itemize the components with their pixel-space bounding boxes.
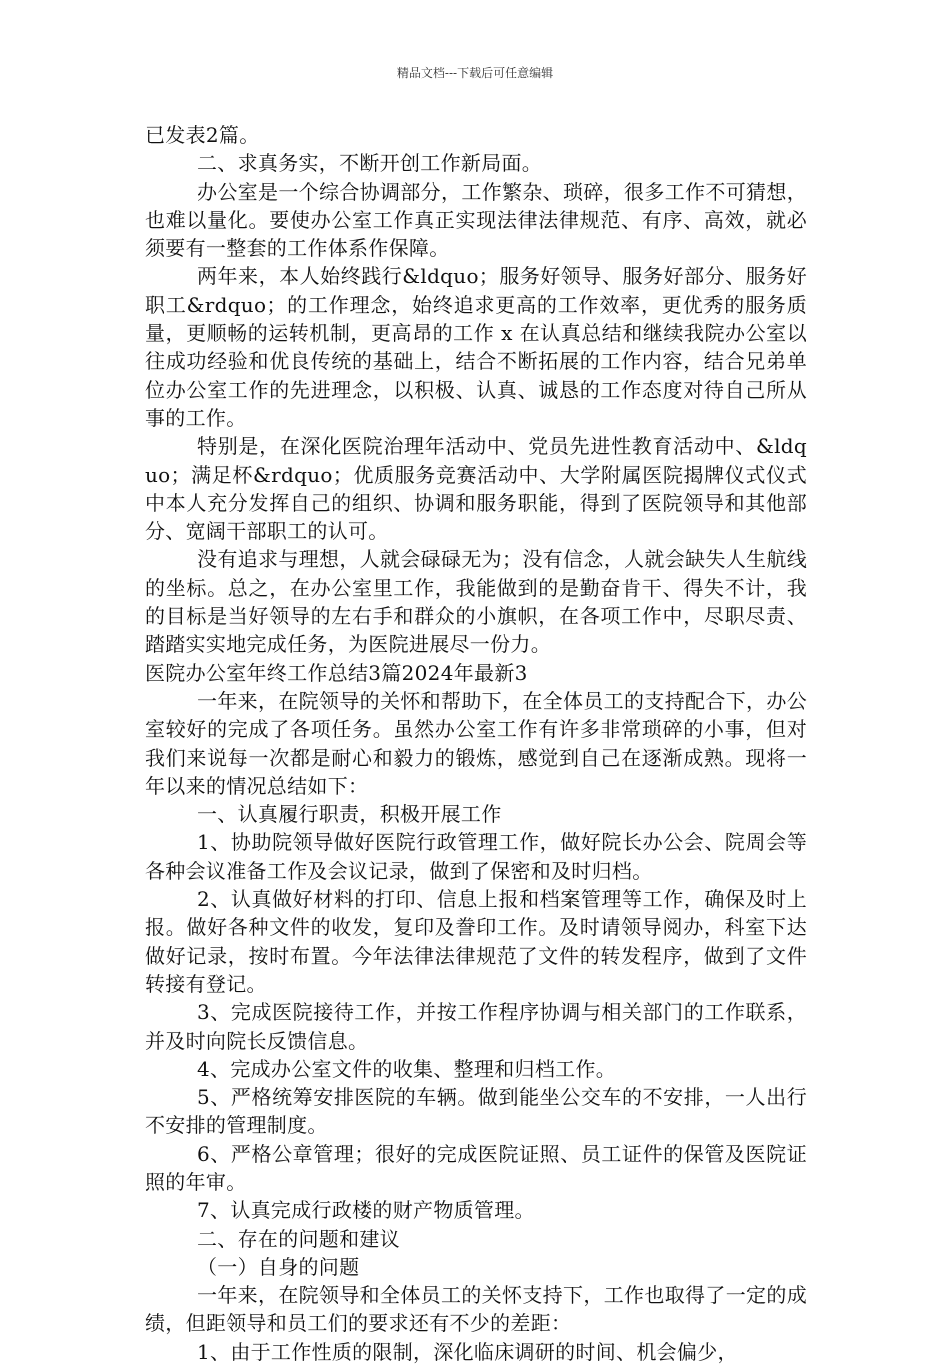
paragraph: 一年来，在院领导和全体员工的关怀支持下，工作也取得了一定的成绩，但距领导和员工们的要求还有不少的差距： bbox=[145, 1283, 807, 1336]
paragraph: 7、认真完成行政楼的财产物质管理。 bbox=[197, 1198, 535, 1223]
paragraph: 办公室是一个综合协调部分，工作繁杂、琐碎，很多工作不可猜想，也难以量化。要使办公室工作真正实现法律法律规范、有序、高效，就必须要有一整套的工作体系作保障。 bbox=[145, 179, 807, 261]
paragraph: 一、认真履行职责，积极开展工作 bbox=[197, 802, 502, 827]
page-header bbox=[0, 66, 950, 80]
paragraph: 两年来，本人始终践行&ldquo；服务好领导、服务好部分、服务好职工&rdquo；的工作理念，始终追求更高的工作效率，更优秀的服务质量，更顺畅的运转机制，更高昂的工作 x 在认真总结和继续我院办公室以往成功经验和优良传统的基础上，结合不断拓展的工作内容，结合兄弟单位办公室工作的先进理念，以积极、认真、诚恳的工作态度对待自己所从事的工作。 bbox=[145, 264, 807, 430]
paragraph: 3、完成医院接待工作，并按工作程序协调与相关部门的工作联系，并及时向院长反馈信息。 bbox=[145, 1000, 807, 1053]
paragraph: 二、存在的问题和建议 bbox=[197, 1226, 400, 1251]
paragraph: 二、求真务实，不断开创工作新局面。 bbox=[197, 151, 543, 176]
paragraph: 已发表2篇。 bbox=[145, 123, 260, 147]
paragraph: 6、严格公章管理；很好的完成医院证照、员工证件的保管及医院证照的年审。 bbox=[145, 1141, 807, 1194]
document-body bbox=[145, 121, 807, 1366]
header-text: 精品文档---下载后可任意编辑 bbox=[396, 66, 554, 80]
section-title: 医院办公室年终工作总结3篇2024年最新3 bbox=[145, 660, 528, 685]
paragraph: 没有追求与理想，人就会碌碌无为；没有信念，人就会缺失人生航线的坐标。总之，在办公室里工作，我能做到的是勤奋肯干、得失不计，我的目标是当好领导的左右手和群众的小旗帜，在各项工作中，尽职尽责、踏踏实实地完成任务，为医院进展尽一份力。 bbox=[145, 547, 807, 657]
paragraph: 1、由于工作性质的限制，深化临床调研的时间、机会偏少， bbox=[197, 1339, 738, 1364]
paragraph: 2、认真做好材料的打印、信息上报和档案管理等工作，确保及时上报。做好各种文件的收发，复印及誊印工作。及时请领导阅办，科室下达做好记录，按时布置。今年法律法律规范了文件的转发程序，做到了文件转接有登记。 bbox=[145, 887, 807, 996]
paragraph: 4、完成办公室文件的收集、整理和归档工作。 bbox=[197, 1056, 617, 1081]
paragraph: 1、协助院领导做好医院行政管理工作，做好院长办公会、院周会等各种会议准备工作及会议记录，做到了保密和及时归档。 bbox=[145, 830, 807, 883]
paragraph: 一年来，在院领导的关怀和帮助下，在全体员工的支持配合下，办公室较好的完成了各项任务。虽然办公室工作有许多非常琐碎的小事，但对我们来说每一次都是耐心和毅力的锻炼，感觉到自己在逐渐成熟。现将一年以来的情况总结如下： bbox=[145, 688, 807, 798]
paragraph: 5、严格统筹安排医院的车辆。做到能坐公交车的不安排，一人出行不安排的管理制度。 bbox=[145, 1085, 807, 1138]
paragraph: 特别是，在深化医院治理年活动中、党员先进性教育活动中、&ldquo；满足杯&rdquo；优质服务竞赛活动中、大学附属医院揭牌仪式仪式中本人充分发挥自己的组织、协调和服务职能，得到了医院领导和其他部分、宽阔干部职工的认可。 bbox=[145, 434, 807, 544]
paragraph: （一）自身的问题 bbox=[197, 1254, 360, 1279]
